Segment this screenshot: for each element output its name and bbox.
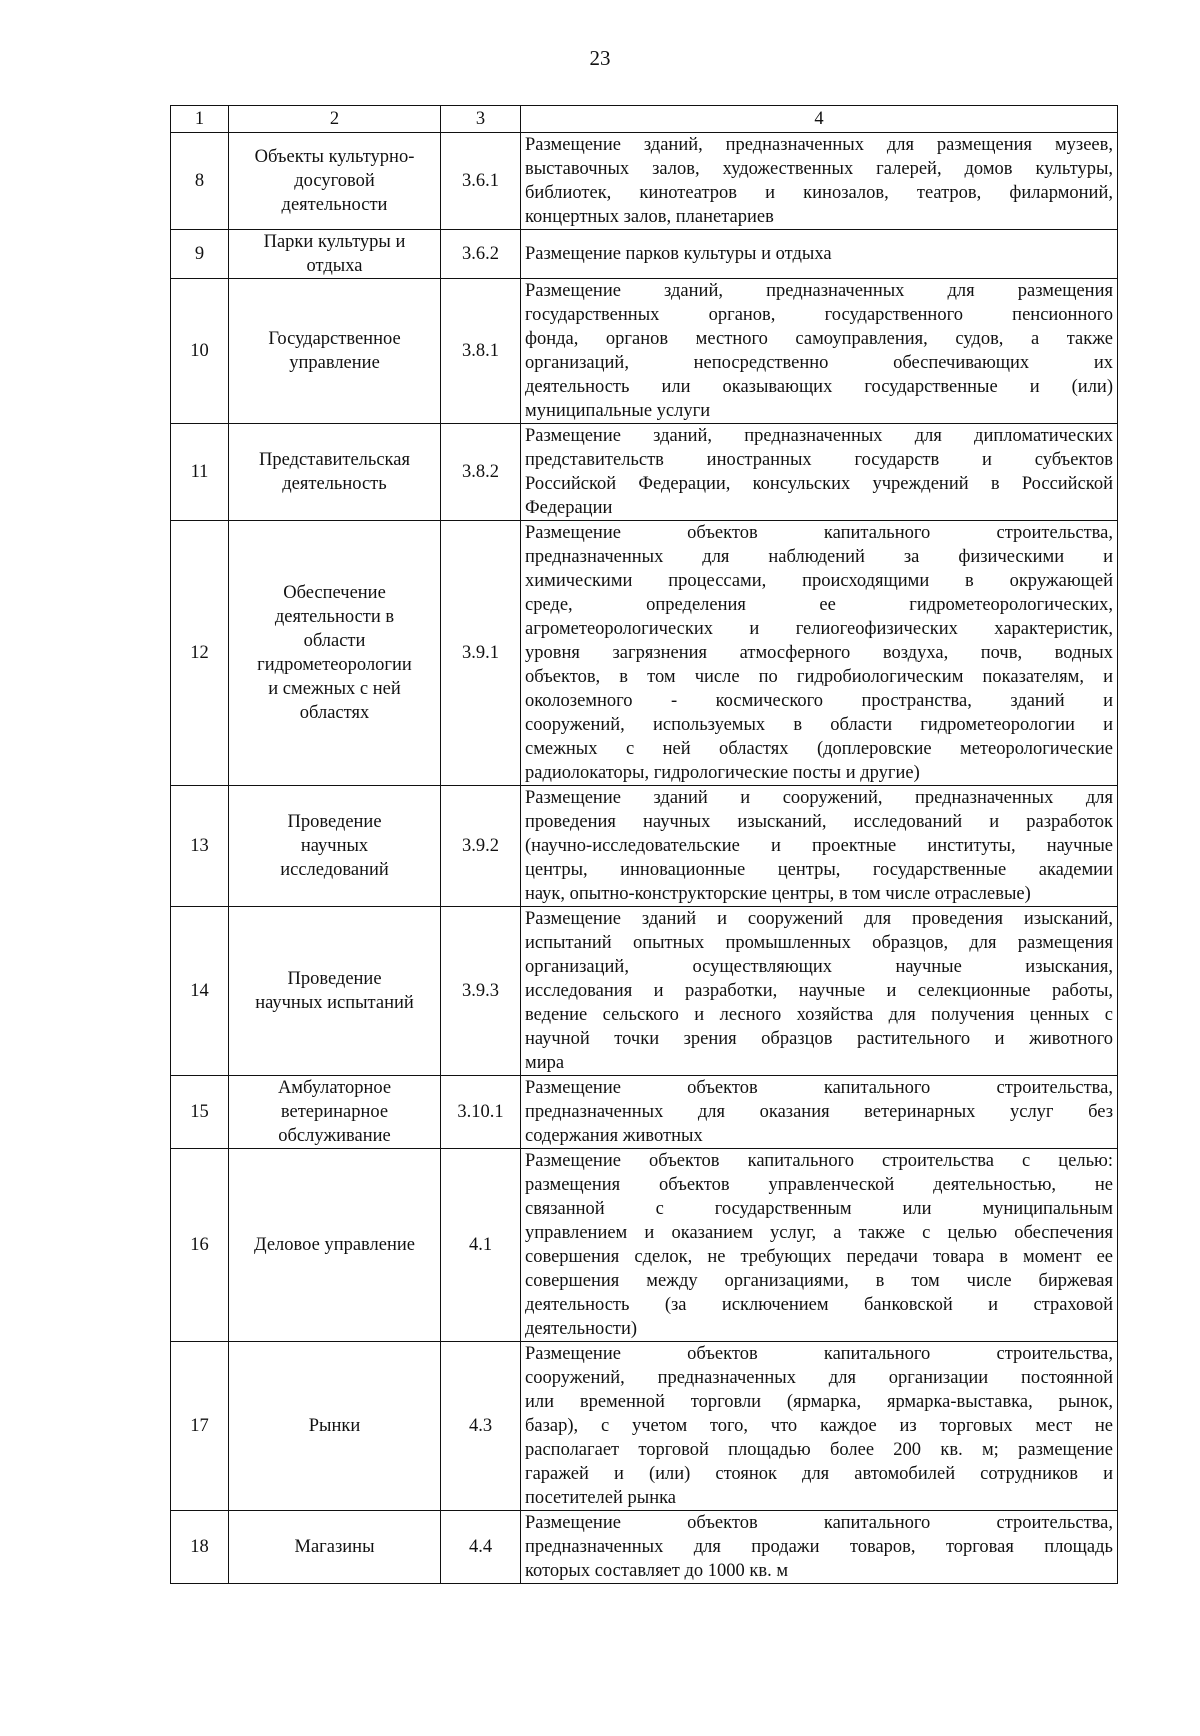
description-line: Размещение объектов капитального строительства с целью: [525, 1151, 1113, 1171]
use-type-code: 3.9.1 [441, 521, 521, 786]
description-line: центры, инновационные центры, государственные академии [525, 860, 1113, 880]
header-col-1: 1 [171, 106, 229, 133]
table-row [171, 907, 1118, 1076]
row-number: 18 [171, 1511, 229, 1584]
description-line: располагает торговой площадью более 200 кв. м; размещение [525, 1440, 1113, 1460]
use-type-code: 4.1 [441, 1149, 521, 1342]
use-type-name-line: деятельность [282, 474, 387, 494]
use-type-name-line: Обеспечение [283, 583, 386, 603]
use-type-description [521, 424, 1118, 521]
description-line: предназначенных для оказания ветеринарных услуг без [525, 1102, 1113, 1122]
header-col-4: 4 [521, 106, 1118, 133]
use-type-description [521, 1149, 1118, 1342]
description-line: размещения объектов управленческой деятельностью, не [525, 1175, 1113, 1195]
use-type-code: 3.8.2 [441, 424, 521, 521]
use-type-name-line: отдыха [306, 256, 363, 276]
use-type-name-line: досуговой [294, 171, 375, 191]
description-line: организаций, непосредственно обеспечивающих их [525, 353, 1113, 373]
description-line: среде, определения ее гидрометеорологических, [525, 595, 1113, 615]
row-number: 9 [171, 230, 229, 279]
use-type-name-line: Объекты культурно- [254, 147, 415, 167]
description-line: которых составляет до 1000 кв. м [525, 1561, 789, 1581]
description-line: испытаний опытных промышленных образцов, для размещения [525, 933, 1113, 953]
description-line: совершения сделок, не требующих передачи товара в момент ее [525, 1247, 1113, 1267]
description-line: организаций, осуществляющих научные изыскания, [525, 957, 1113, 977]
use-type-name-line: Амбулаторное [277, 1078, 392, 1098]
use-type-name [229, 1511, 441, 1584]
use-type-name-line: научных [300, 836, 369, 856]
row-number: 15 [171, 1076, 229, 1149]
description-line: государственных органов, государственного пенсионного [525, 305, 1113, 325]
use-type-name-line: Парки культуры и [263, 232, 406, 252]
use-type-code: 3.6.2 [441, 230, 521, 279]
description-line: Размещение зданий и сооружений для проведения изысканий, [525, 909, 1113, 929]
row-number: 13 [171, 786, 229, 907]
table-row [171, 521, 1118, 786]
description-line: Федерации [525, 498, 613, 518]
description-line: Размещение зданий, предназначенных для размещения музеев, [525, 135, 1113, 155]
use-type-name [229, 424, 441, 521]
use-type-name [229, 1076, 441, 1149]
use-type-name [229, 133, 441, 230]
use-type-name-line: Государственное [268, 329, 401, 349]
use-type-code: 3.10.1 [441, 1076, 521, 1149]
table-row [171, 230, 1118, 279]
use-type-name [229, 786, 441, 907]
use-type-name-line: деятельности в [274, 607, 395, 627]
description-line: сооружений, предназначенных для организации постоянной [525, 1368, 1113, 1388]
description-line: объектов, в том числе по гидробиологическим показателям, и [525, 667, 1113, 687]
use-type-name [229, 1342, 441, 1511]
use-type-name-line: гидрометеорологии [257, 655, 412, 675]
use-type-code: 4.3 [441, 1342, 521, 1511]
table-row [171, 1149, 1118, 1342]
description-line: связанной с государственным или муниципальным [525, 1199, 1113, 1219]
description-line: проведения научных изысканий, исследований и разработок [525, 812, 1113, 832]
description-line: химическими процессами, происходящими в окружающей [525, 571, 1113, 591]
description-line: деятельности) [525, 1319, 638, 1339]
description-line: исследования и разработки, научные и селекционные работы, [525, 981, 1113, 1001]
description-line: выставочных залов, художественных галерей, домов культуры, [525, 159, 1113, 179]
use-type-name-line: области [303, 631, 366, 651]
description-line: Размещение зданий, предназначенных для дипломатических [525, 426, 1113, 446]
table-body [171, 133, 1118, 1584]
use-type-description [521, 1342, 1118, 1511]
use-type-name-line: научных испытаний [255, 993, 414, 1013]
description-line: базар), с учетом того, что каждое из торговых мест не [525, 1416, 1113, 1436]
description-line: Размещение объектов капитального строительства, [525, 1078, 1113, 1098]
description-line: Размещение парков культуры и отдыха [525, 244, 832, 264]
description-line: мира [525, 1053, 565, 1073]
row-number: 8 [171, 133, 229, 230]
description-line: фонда, органов местного самоуправления, судов, а также [525, 329, 1113, 349]
use-type-name [229, 907, 441, 1076]
description-line: Размещение объектов капитального строительства, [525, 1513, 1113, 1533]
use-type-name-line: управление [289, 353, 380, 373]
description-line: ведение сельского и лесного хозяйства для получения ценных с [525, 1005, 1113, 1025]
use-type-name-line: Представительская [259, 450, 410, 470]
use-type-description [521, 1511, 1118, 1584]
description-line: уровня загрязнения атмосферного воздуха, почв, водных [525, 643, 1113, 663]
description-line: наук, опытно-конструкторские центры, в том числе отраслевые) [525, 884, 1031, 904]
description-line: научной точки зрения образцов растительного и животного [525, 1029, 1113, 1049]
use-type-name-line: ветеринарное [280, 1102, 389, 1122]
description-line: муниципальные услуги [525, 401, 711, 421]
use-type-name-line: областях [299, 703, 370, 723]
use-type-name-line: деятельности [281, 195, 388, 215]
description-line: Размещение зданий, предназначенных для размещения [525, 281, 1113, 301]
description-line: предназначенных для наблюдений за физическими и [525, 547, 1113, 567]
row-number: 10 [171, 279, 229, 424]
use-type-description [521, 907, 1118, 1076]
description-line: сооружений, используемых в области гидрометеорологии и [525, 715, 1113, 735]
use-type-code: 3.9.2 [441, 786, 521, 907]
use-type-name-line: Рынки [308, 1416, 361, 1436]
row-number: 17 [171, 1342, 229, 1511]
table-row [171, 133, 1118, 230]
row-number: 16 [171, 1149, 229, 1342]
use-type-description [521, 279, 1118, 424]
use-type-name [229, 279, 441, 424]
row-number: 11 [171, 424, 229, 521]
use-type-code: 4.4 [441, 1511, 521, 1584]
description-line: околоземного - космического пространства, зданий и [525, 691, 1113, 711]
use-type-name-line: обслуживание [278, 1126, 391, 1146]
description-line: деятельность или оказывающих государственные и (или) [525, 377, 1113, 397]
use-type-description [521, 133, 1118, 230]
description-line: библиотек, кинотеатров и кинозалов, театров, филармоний, [525, 183, 1113, 203]
use-type-description [521, 786, 1118, 907]
table-row [171, 1342, 1118, 1511]
use-type-name [229, 521, 441, 786]
use-type-name-line: Магазины [294, 1537, 375, 1557]
description-line: или временной торговли (ярмарка, ярмарка-выставка, рынок, [525, 1392, 1113, 1412]
description-line: посетителей рынка [525, 1488, 677, 1508]
table-row [171, 1511, 1118, 1584]
description-line: радиолокаторы, гидрологические посты и другие) [525, 763, 920, 783]
description-line: предназначенных для продажи товаров, торговая площадь [525, 1537, 1113, 1557]
use-type-description [521, 1076, 1118, 1149]
use-type-name [229, 1149, 441, 1342]
description-line: Российской Федерации, консульских учреждений в Российской [525, 474, 1113, 494]
use-type-name-line: Деловое управление [253, 1235, 416, 1255]
description-line: деятельность (за исключением банковской и страховой [525, 1295, 1113, 1315]
description-line: представительств иностранных государств и субъектов [525, 450, 1113, 470]
header-col-3: 3 [441, 106, 521, 133]
header-col-2: 2 [229, 106, 441, 133]
use-type-name-line: Проведение [287, 969, 382, 989]
use-type-name-line: исследований [280, 860, 389, 880]
use-type-name [229, 230, 441, 279]
header-row [171, 106, 1118, 133]
description-line: (научно-исследовательские и проектные институты, научные [525, 836, 1113, 856]
use-type-name-line: Проведение [287, 812, 382, 832]
page-number: 23 [589, 46, 611, 70]
description-line: управлением и оказанием услуг, а также с целью обеспечения [525, 1223, 1113, 1243]
use-type-name-line: и смежных с ней [268, 679, 401, 699]
description-line: совершения между организациями, в том числе биржевая [525, 1271, 1113, 1291]
description-line: агрометеорологических и гелиогеофизических характеристик, [525, 619, 1113, 639]
table-row [171, 786, 1118, 907]
use-type-code: 3.6.1 [441, 133, 521, 230]
table-row [171, 279, 1118, 424]
description-line: Размещение объектов капитального строительства, [525, 1344, 1113, 1364]
use-type-code: 3.8.1 [441, 279, 521, 424]
use-type-description [521, 521, 1118, 786]
description-line: концертных залов, планетариев [525, 207, 774, 227]
description-line: Размещение объектов капитального строительства, [525, 523, 1113, 543]
row-number: 12 [171, 521, 229, 786]
use-type-description [521, 230, 1118, 279]
row-number: 14 [171, 907, 229, 1076]
description-line: Размещение зданий и сооружений, предназначенных для [525, 788, 1113, 808]
table-row [171, 1076, 1118, 1149]
description-line: гаражей и (или) стоянок для автомобилей сотрудников и [525, 1464, 1113, 1484]
description-line: смежных с ней областях (доплеровские метеорологические [525, 739, 1113, 759]
table-row [171, 424, 1118, 521]
description-line: содержания животных [525, 1126, 703, 1146]
land-use-table [170, 105, 1118, 1584]
use-type-code: 3.9.3 [441, 907, 521, 1076]
